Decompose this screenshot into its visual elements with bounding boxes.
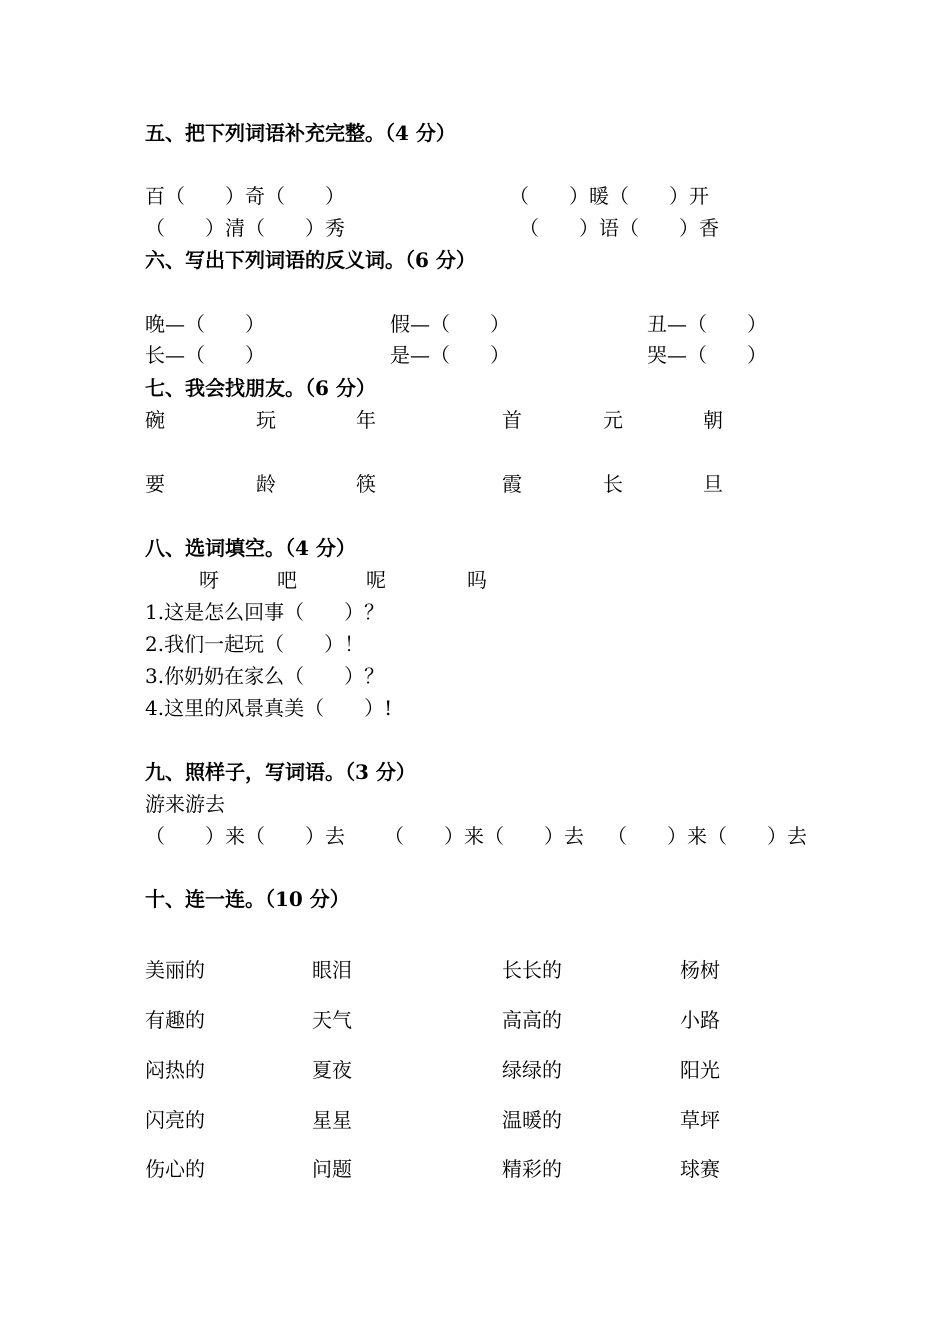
s10-col3-item: 温暖的 — [502, 1108, 562, 1132]
s5-item-4: （ ）语（ ）香 — [519, 216, 719, 240]
s8-word: 吗 — [467, 568, 487, 592]
s10-col1-item: 美丽的 — [145, 958, 205, 982]
section-10-title: 十、连一连。（10 分） — [145, 887, 350, 911]
s6-item: 丑—（ ） — [647, 312, 767, 336]
s10-col2-item: 问题 — [312, 1157, 352, 1181]
s8-word: 呀 — [199, 568, 219, 592]
s10-col1-item: 闪亮的 — [145, 1108, 205, 1132]
s9-blank: （ ）来（ ）去 — [607, 824, 807, 848]
s5-item-1: 百（ ）奇（ ） — [145, 184, 345, 208]
s7-char: 龄 — [256, 472, 276, 496]
s7-char: 元 — [603, 408, 623, 432]
section-5-title: 五、把下列词语补充完整。（4 分） — [145, 121, 456, 145]
s10-col3-item: 绿绿的 — [502, 1058, 562, 1082]
s10-col1-item: 闷热的 — [145, 1058, 205, 1082]
s10-col4-item: 球赛 — [680, 1157, 720, 1181]
s7-char: 要 — [145, 472, 165, 496]
s10-col4-item: 阳光 — [680, 1058, 720, 1082]
s6-item: 长—（ ） — [145, 343, 265, 367]
s7-char: 年 — [356, 408, 376, 432]
s7-char: 筷 — [356, 472, 376, 496]
s9-blank: （ ）来（ ）去 — [145, 824, 345, 848]
s9-blank: （ ）来（ ）去 — [384, 824, 584, 848]
s9-example: 游来游去 — [145, 792, 225, 816]
s10-col4-item: 草坪 — [680, 1108, 720, 1132]
s7-char: 旦 — [703, 472, 723, 496]
s10-col3-item: 精彩的 — [502, 1157, 562, 1181]
s8-item: 3.你奶奶在家么（ ）？ — [145, 664, 385, 688]
s10-col1-item: 伤心的 — [145, 1157, 205, 1181]
s10-col3-item: 高高的 — [502, 1008, 562, 1032]
s6-item: 晚—（ ） — [145, 312, 265, 336]
s7-char: 碗 — [145, 408, 165, 432]
s6-item: 哭—（ ） — [647, 343, 767, 367]
s8-item: 4.这里的风景真美（ ）! — [145, 696, 393, 720]
s8-item: 2.我们一起玩（ ）！ — [145, 632, 365, 656]
section-9-title: 九、照样子，写词语。（3 分） — [145, 760, 416, 784]
s5-item-3: （ ）清（ ）秀 — [145, 216, 345, 240]
s10-col4-item: 杨树 — [680, 958, 720, 982]
s7-char: 朝 — [703, 408, 723, 432]
s10-col4-item: 小路 — [680, 1008, 720, 1032]
s5-item-2: （ ）暖（ ）开 — [509, 184, 709, 208]
s7-char: 首 — [502, 408, 522, 432]
s10-col2-item: 星星 — [312, 1108, 352, 1132]
section-6-title: 六、写出下列词语的反义词。（6 分） — [145, 248, 476, 272]
s6-item: 假—（ ） — [390, 312, 510, 336]
s10-col3-item: 长长的 — [502, 958, 562, 982]
section-7-title: 七、我会找朋友。（6 分） — [145, 376, 376, 400]
s6-item: 是—（ ） — [390, 343, 510, 367]
s7-char: 长 — [603, 472, 623, 496]
s10-col2-item: 夏夜 — [312, 1058, 352, 1082]
s7-char: 霞 — [502, 472, 522, 496]
section-8-title: 八、选词填空。（4 分） — [145, 536, 356, 560]
s8-word: 吧 — [277, 568, 297, 592]
s8-word: 呢 — [366, 568, 386, 592]
s10-col2-item: 眼泪 — [312, 958, 352, 982]
s8-item: 1.这是怎么回事（ ）？ — [145, 600, 385, 624]
s7-char: 玩 — [256, 408, 276, 432]
s10-col1-item: 有趣的 — [145, 1008, 205, 1032]
s10-col2-item: 天气 — [312, 1008, 352, 1032]
